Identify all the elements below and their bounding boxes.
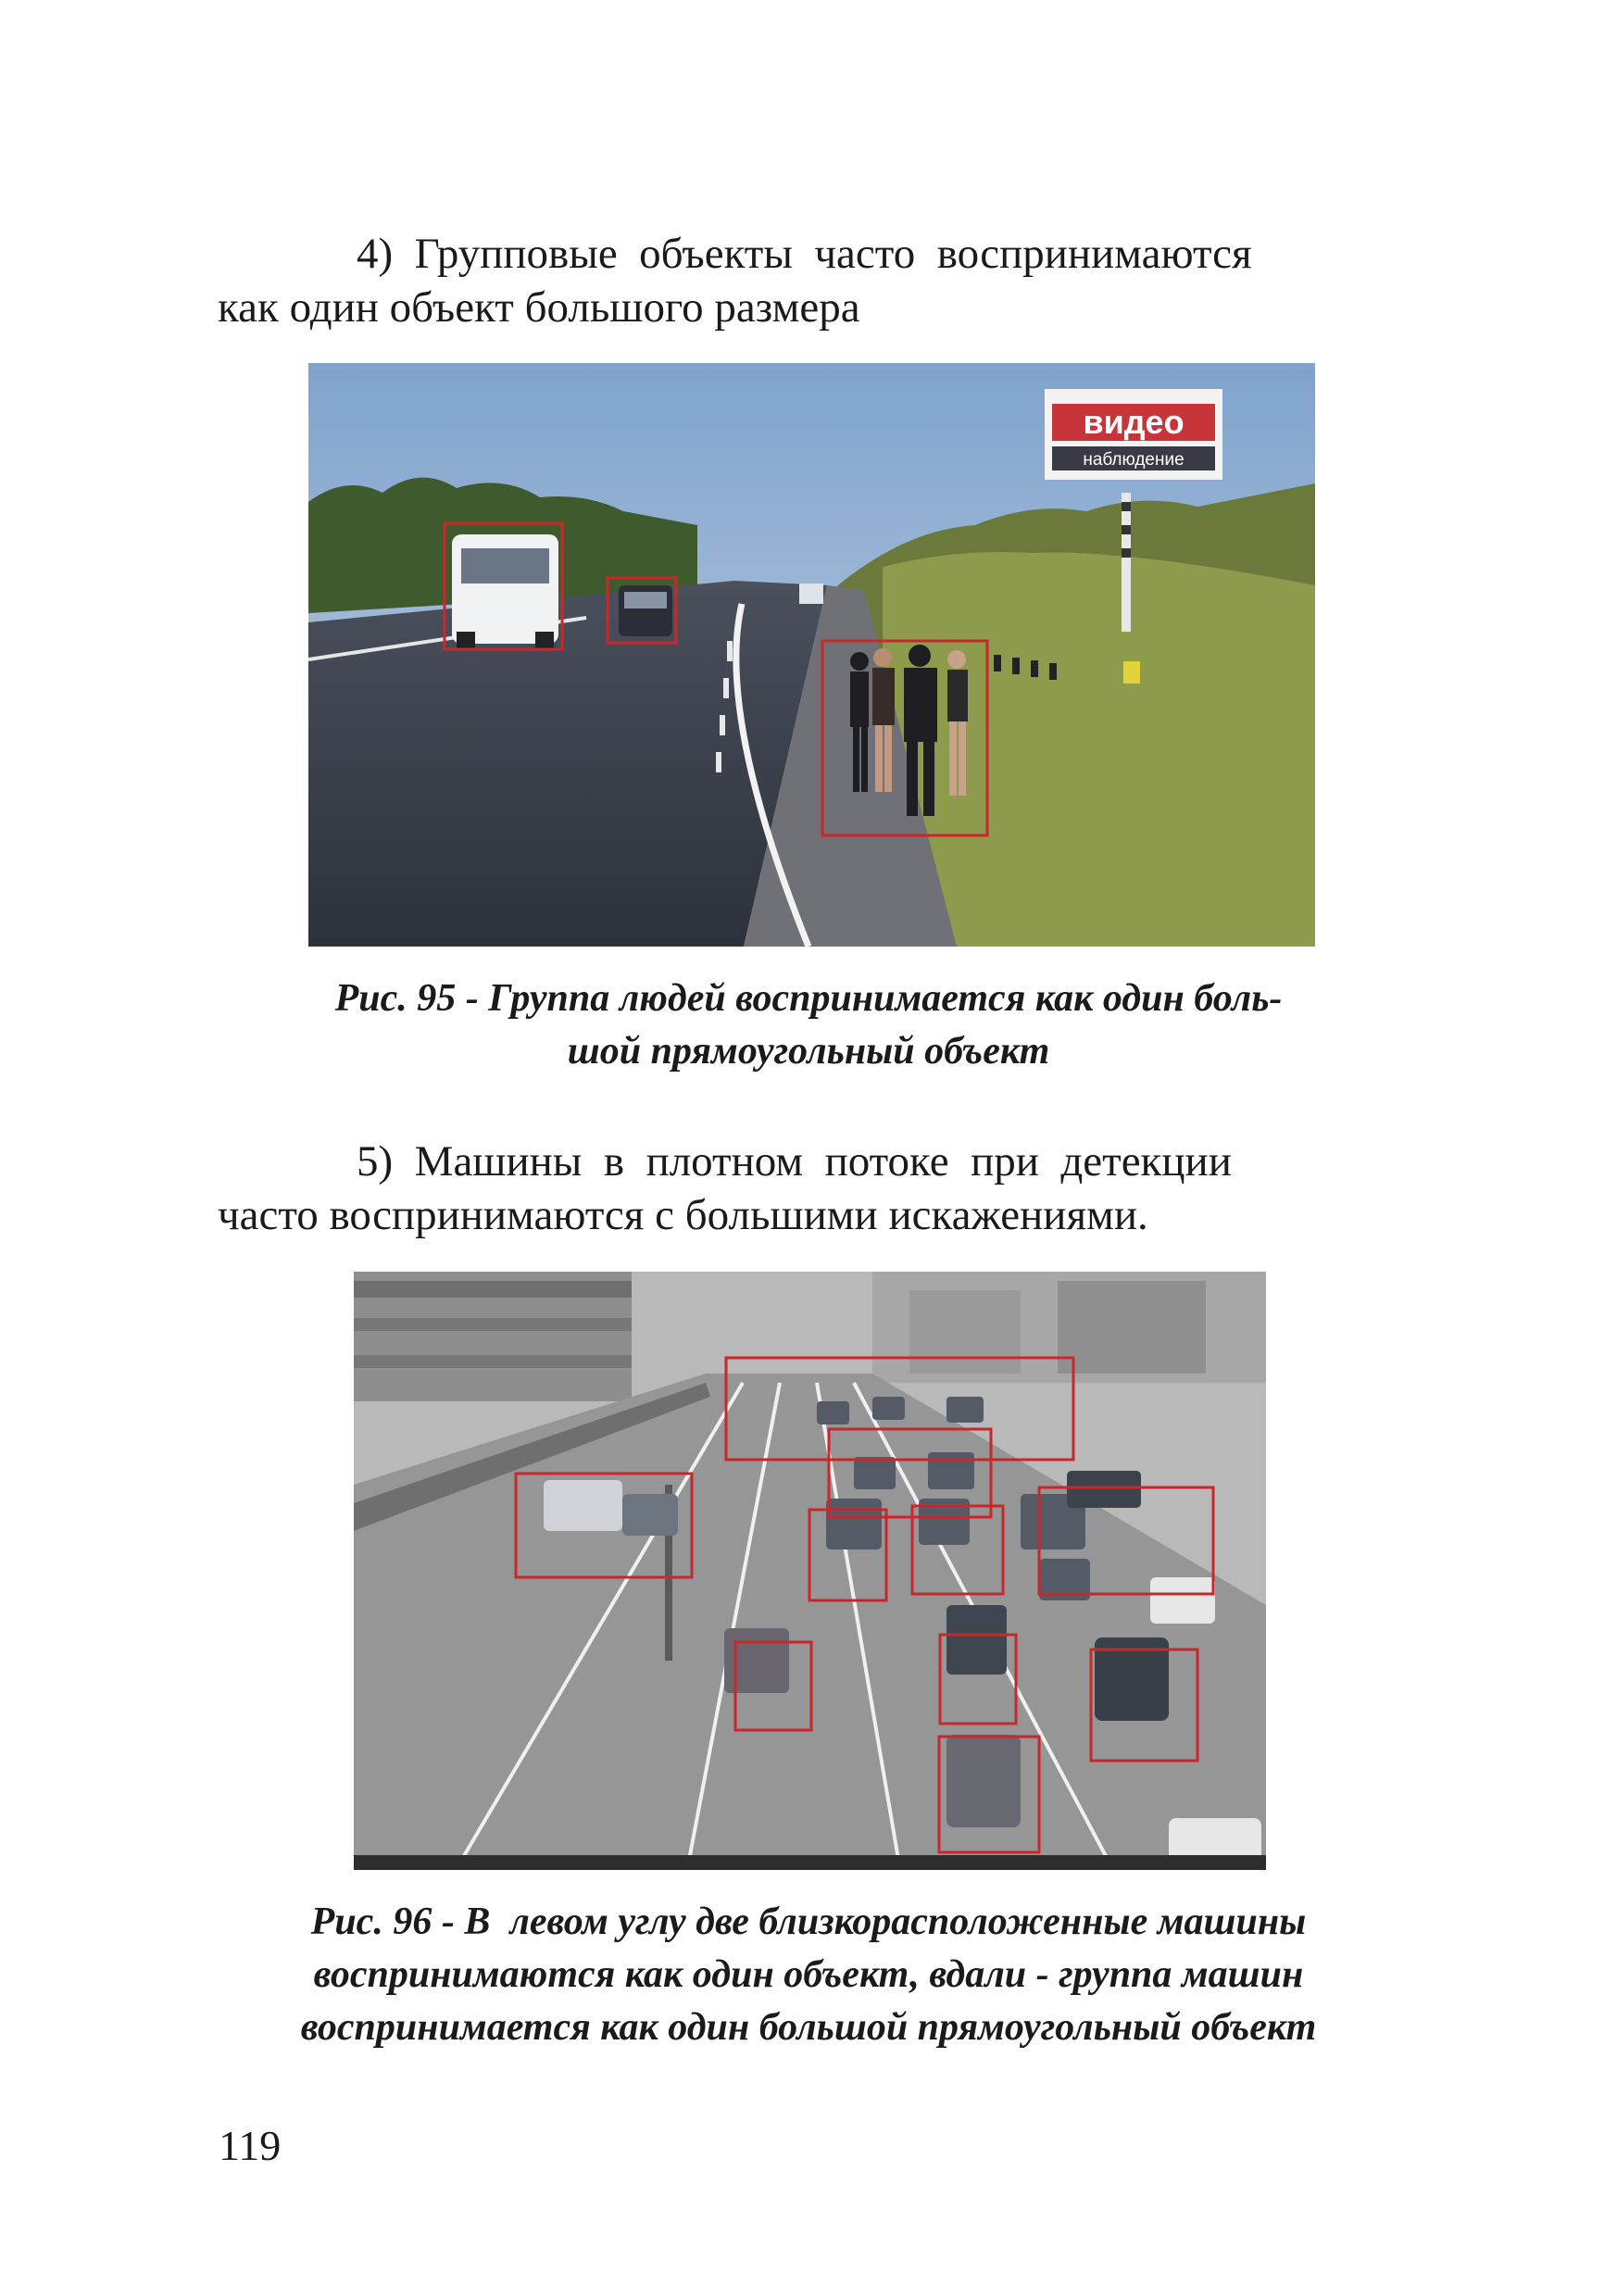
figure-96-photo bbox=[354, 1272, 1266, 1870]
figure-96-caption-line3: воспринимается как один большой прямоугольный объект bbox=[300, 2006, 1317, 2049]
figure-95-caption bbox=[185, 972, 1432, 1078]
paragraph-4 bbox=[218, 227, 1405, 334]
paragraph-5-line1: 5) Машины в плотном потоке при детекции bbox=[357, 1137, 1232, 1186]
paragraph-4-line1: 4) Групповые объекты часто воспринимаются bbox=[357, 230, 1252, 278]
figure-96-caption-line2: воспринимаются как один объект, вдали - группа машин bbox=[313, 1953, 1304, 1996]
figure-95-caption-line2: шой прямоугольный объект bbox=[567, 1030, 1050, 1073]
figure-96-caption bbox=[185, 1896, 1432, 2054]
paragraph-4-line2: как один объект большого размера bbox=[218, 283, 860, 332]
page-number: 119 bbox=[219, 2122, 282, 2169]
paragraph-5 bbox=[218, 1135, 1405, 1242]
traffic-scene-illustration bbox=[354, 1272, 1266, 1870]
figure-96-caption-line1: Рис. 96 - В левом углу две близкорасположенные машины bbox=[310, 1901, 1307, 1943]
billboard-text-video: видео bbox=[1083, 403, 1185, 441]
billboard-text-surveillance: наблюдение bbox=[1083, 450, 1185, 470]
road-scene-illustration bbox=[308, 363, 1315, 947]
paragraph-5-line2: часто воспринимаются с большими искажениями. bbox=[218, 1191, 1148, 1239]
figure-95-caption-line1: Рис. 95 - Группа людей воспринимается как один боль- bbox=[334, 977, 1283, 1020]
figure-95-photo bbox=[308, 363, 1315, 947]
